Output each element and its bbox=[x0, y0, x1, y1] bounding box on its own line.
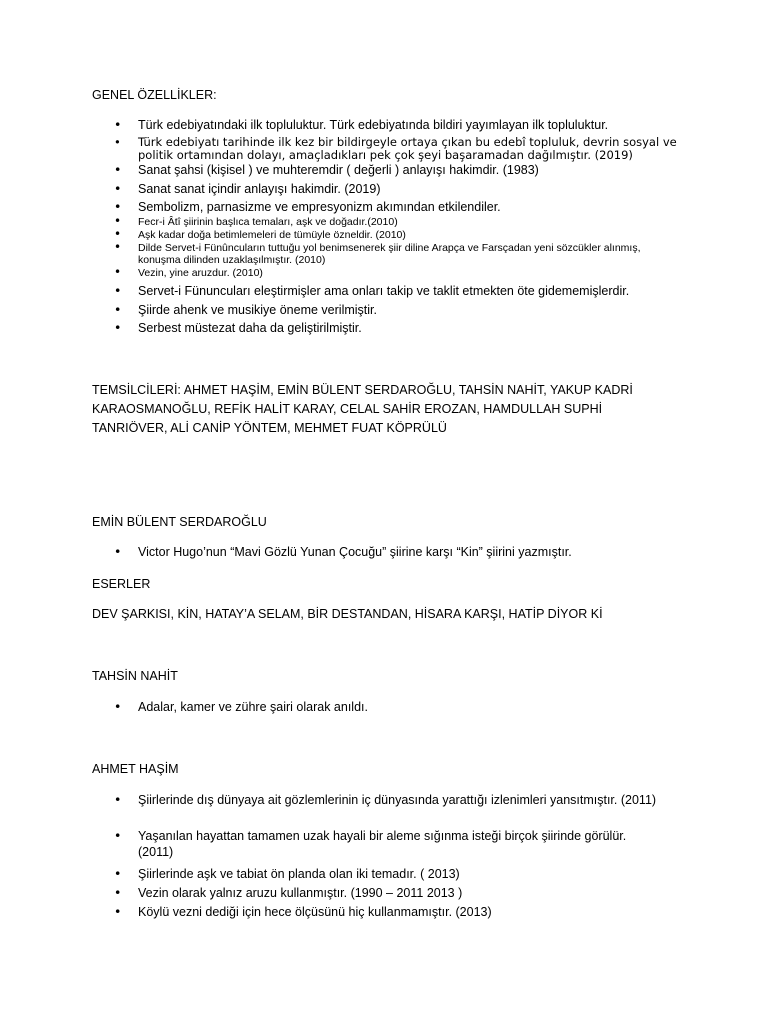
list-item: • Servet-i Fünuncuları eleştirmişler ama onları takip ve taklit etmekten öte gidememişlerdir. bbox=[138, 283, 678, 299]
list-item: • Yaşanılan hayattan tamamen uzak hayali bir aleme sığınma isteği birçok şiirinde görülür. (2011) bbox=[138, 828, 658, 860]
list-item: • Aşk kadar doğa betimlemeleri de tümüyle özneldir. (2010) bbox=[138, 230, 678, 242]
list-item: • Fecr-i Âtî şiirinin başlıca temaları, aşk ve doğadır.(2010) bbox=[138, 217, 678, 229]
genel-heading: GENEL ÖZELLİKLER: bbox=[92, 88, 217, 102]
list-item: • Serbest müstezat daha da geliştirilmiştir. bbox=[138, 320, 678, 336]
list-item: • Vezin olarak yalnız aruzu kullanmıştır. (1990 – 2011 2013 ) bbox=[138, 885, 678, 901]
list-item: • Türk edebiyatındaki ilk topluluktur. Türk edebiyatında bildiri yayımlayan ilk topluluktur. bbox=[138, 117, 678, 133]
list-item: • Türk edebiyatı tarihinde ilk kez bir bildirgeyle ortaya çıkan bu edebî topluluk, devrin sosyal ve politik ortamından dolayı, amaçladıkları pek çok şeyi başaramadan dağılmıştır. (2019) bbox=[138, 136, 678, 161]
list-item: • Şiirlerinde dış dünyaya ait gözlemlerinin iç dünyasında yarattığı izlenimleri yansıtmıştır. (2011) bbox=[138, 792, 658, 808]
list-item: • Köylü vezni dediği için hece ölçüsünü hiç kullanmamıştır. (2013) bbox=[138, 904, 678, 920]
list-item: • Sanat şahsi (kişisel ) ve muhteremdir ( değerli ) anlayışı hakimdir. (1983) bbox=[138, 162, 678, 178]
list-item: • Adalar, kamer ve zühre şairi olarak anıldı. bbox=[138, 699, 678, 715]
list-item: • Vezin, yine aruzdur. (2010) bbox=[138, 268, 678, 280]
list-item: • Sembolizm, parnasizme ve empresyonizm akımından etkilendiler. bbox=[138, 199, 678, 215]
ahmet-heading: AHMET HAŞİM bbox=[92, 762, 179, 776]
list-item: • Dilde Servet-i Fünûncuların tuttuğu yol benimsenerek şiir diline Arapça ve Farsçadan yeni sözcükler alınmış, konuşma dilinden uzaklaşılmıştır. (2010) bbox=[138, 243, 678, 266]
eserler-heading: ESERLER bbox=[92, 577, 151, 591]
list-item: • Şiirlerinde aşk ve tabiat ön planda olan iki temadır. ( 2013) bbox=[138, 866, 678, 882]
list-item: • Victor Hugo’nun “Mavi Gözlü Yunan Çocuğu” şiirine karşı “Kin” şiirini yazmıştır. bbox=[138, 544, 678, 560]
tahsin-heading: TAHSİN NAHİT bbox=[92, 669, 178, 683]
temsilciler-paragraph: TEMSİLCİLERİ: AHMET HAŞİM, EMİN BÜLENT SERDAROĞLU, TAHSİN NAHİT, YAKUP KADRİ KARAOSMANOĞLU, REFİK HALİT KARAY, CELAL SAHİR EROZAN, HAMDULLAH SUPHİ TANRIÖVER, ALİ CANİP YÖNTEM, MEHMET FUAT KÖPRÜLÜ bbox=[92, 383, 633, 435]
list-item: • Şiirde ahenk ve musikiye öneme verilmiştir. bbox=[138, 302, 678, 318]
emin-heading: EMİN BÜLENT SERDAROĞLU bbox=[92, 515, 267, 529]
list-item: • Sanat sanat içindir anlayışı hakimdir. (2019) bbox=[138, 181, 678, 197]
eserler-list: DEV ŞARKISI, KİN, HATAY’A SELAM, BİR DESTANDAN, HİSARA KARŞI, HATİP DİYOR Kİ bbox=[92, 607, 603, 621]
